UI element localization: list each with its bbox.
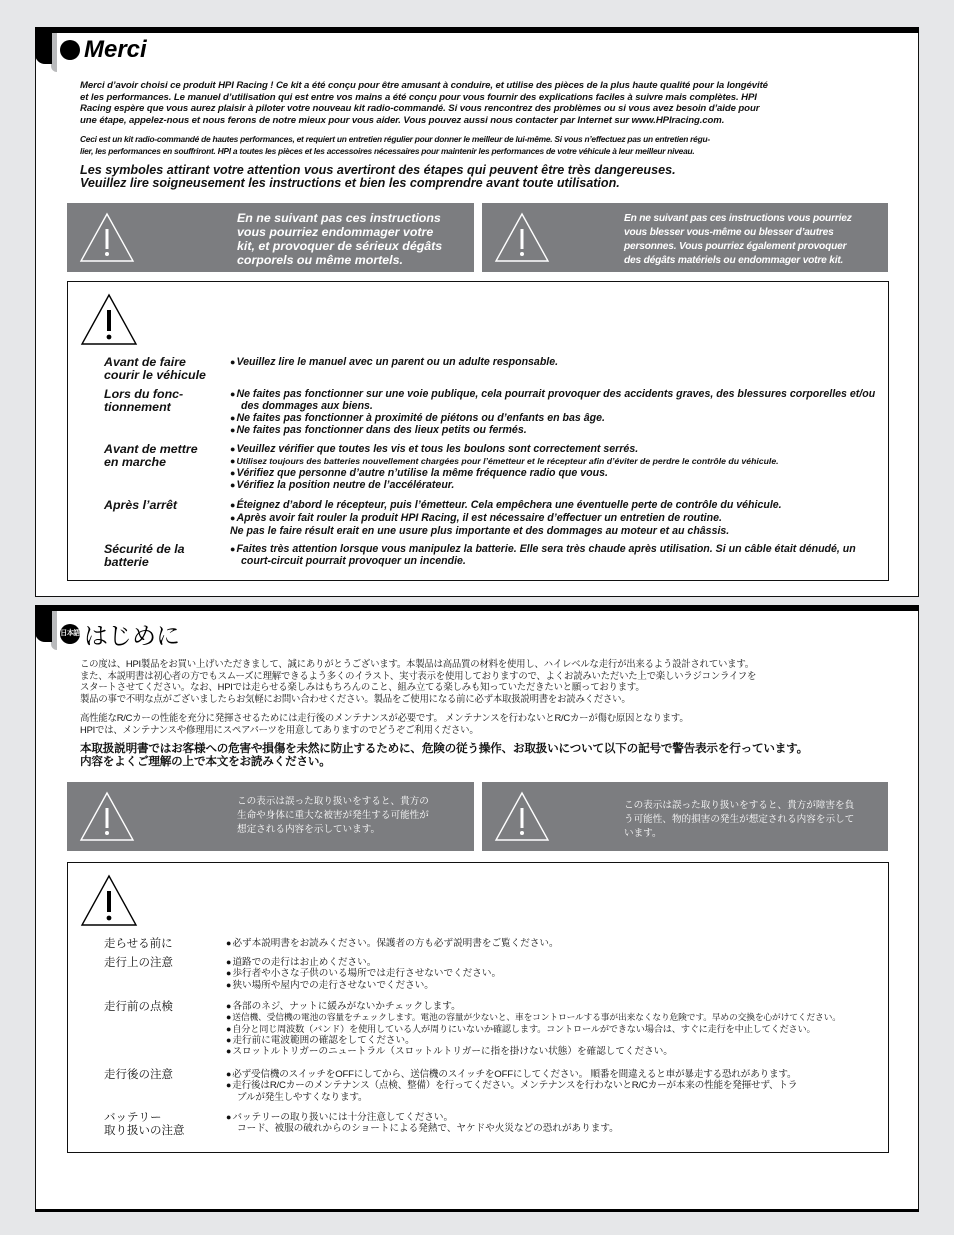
section-tab bbox=[35, 27, 52, 64]
panel-top-bar bbox=[35, 27, 919, 33]
warning-text bbox=[237, 795, 429, 837]
rule-item: ● スロットルトリガーのニュートラル（スロットルトリガーに指を掛けない状態）を確認してください。 bbox=[226, 1046, 878, 1057]
text-line: 製品の事で不明な点がございましたらお気軽にお問い合わせください。製品をご使用になる前に必ず本取扱説明書をお読みください。 bbox=[80, 692, 631, 704]
rule-row bbox=[104, 388, 878, 436]
warning-text bbox=[624, 212, 852, 268]
rule-item: ● Utilisez toujours des batteries nouvellement chargées pour l’émetteur et le récepteur afin d’éviter de perdre le contrôle du véhicule. bbox=[230, 455, 878, 467]
text-line: vous blesser vous-même ou blesser d’autres bbox=[624, 227, 834, 238]
rule-item: ● 必ず本説明書をお読みください。保護者の方も必ず説明書をご覧ください。 bbox=[226, 938, 878, 949]
panel-bottom-bar bbox=[35, 1209, 919, 1212]
rule-item: ● 歩行者や小さな子供のいる場所では走行させないでください。 bbox=[226, 968, 878, 979]
text-line: HPIでは、メンテナンスや修理用にスペアパーツを用意してありますのでどうぞご利用ください。 bbox=[80, 723, 479, 735]
rule-item: ● Éteignez d’abord le récepteur, puis l’émetteur. Cela empêchera une éventuelle perte de contrôle du véhicule. bbox=[230, 499, 878, 512]
rule-item: ● 走行前に電波範囲の確認をしてください。 bbox=[226, 1035, 878, 1046]
rule-row bbox=[104, 938, 878, 951]
rule-item: コード、被服の破れからのショートによる発熱で、ヤケドや火災などの恐れがあります。 bbox=[237, 1123, 619, 1135]
section-heading bbox=[60, 616, 180, 651]
text-line: この度は、HPI製品をお買い上げいただきまして、誠にありがとうございます。本製品は高品質の材料を使用し、ハイレベルな走行が出来るよう設計されています。 bbox=[80, 658, 754, 669]
text-line: et les performances. Le manuel d’utilisation qui est entre vos mains a été conçu pour vous fournir des explications faciles à suivre mais complètes. HPI bbox=[80, 91, 757, 103]
text-line: う可能性、物的損害の発生が想定される内容を示して bbox=[624, 814, 855, 825]
rule-item: ● Ne faites pas fonctionner sur une voie publique, cela pourrait provoquer des accidents graves, des blessures corporelles et/ou des dommages aux biens. bbox=[230, 388, 878, 412]
warning-box-caution bbox=[482, 782, 888, 851]
text-line: 想定される内容を示しています。 bbox=[237, 824, 381, 835]
safety-rules-box bbox=[67, 862, 889, 1153]
text-line: corporels ou même mortels. bbox=[237, 253, 403, 267]
heading-text: Merci bbox=[84, 36, 147, 63]
warning-triangle-icon bbox=[494, 211, 550, 263]
safety-rules-box bbox=[67, 281, 889, 581]
rule-item: ● Faites très attention lorsque vous manipulez la batterie. Elle sera très chaude après utilisation. Si un câble était dénudé, un court-circuit pourrait provoquer un incendie. bbox=[230, 543, 878, 567]
warning-text bbox=[237, 211, 442, 267]
rule-item: ● Après avoir fait rouler la produit HPI Racing, il est nécessaire d’effectuer un entretien de routine. bbox=[230, 512, 878, 525]
rule-label: 走らせる前に bbox=[104, 938, 173, 950]
text-line: En ne suivant pas ces instructions vous pourriez bbox=[624, 213, 852, 224]
text-line: Ceci est un kit radio-commandé de hautes performances, et requiert un entretien régulier pour donner le meilleur de lui-même. Si vous n’effectuez pas un entretien régu- bbox=[80, 134, 710, 144]
rule-row bbox=[104, 499, 878, 537]
warning-box-danger bbox=[67, 782, 474, 851]
text-line: kit, et provoquer de sérieux dégâts bbox=[237, 239, 443, 253]
warning-box-caution bbox=[482, 203, 888, 272]
text-line: います。 bbox=[624, 828, 662, 839]
rule-label: Lors du fonc- tionnement bbox=[104, 387, 184, 414]
text-line: Veuillez lire soigneusement les instructions et bien les comprendre avant toute utilisation. bbox=[80, 176, 620, 190]
rule-row bbox=[104, 543, 878, 568]
maintenance-paragraph bbox=[80, 712, 888, 735]
rule-item: ● Ne faites pas fonctionner dans des lieux petits ou fermés. bbox=[230, 424, 878, 436]
bullet-dot-icon bbox=[60, 40, 80, 60]
text-line: Merci d’avoir choisi ce produit HPI Racing ! Ce kit a été conçu pour être amusant à conduire, et utilise des pièces de la plus haute qualité pour la longévité bbox=[80, 80, 768, 91]
rule-row bbox=[104, 1112, 878, 1138]
warning-triangle-icon bbox=[494, 790, 550, 842]
rule-row bbox=[104, 1001, 878, 1057]
text-line: スタートさせてください。なお、HPIでは走らせる楽しみはもちろんのこと、組み立てる楽しみも知っていただきたいと願っております。 bbox=[80, 681, 645, 692]
text-line: この表示は誤った取り扱いをすると、貴方が障害を負 bbox=[624, 800, 855, 811]
rule-item: ● 必ず受信機のスイッチをOFFにしてから、送信機のスイッチをOFFにしてください。 順番を間違えると車が暴走する恐れがあります。 bbox=[226, 1069, 858, 1080]
rule-label: 走行前の点検 bbox=[104, 1001, 173, 1013]
rule-label: Avant de mettre en marche bbox=[104, 442, 198, 469]
rule-row bbox=[104, 957, 878, 991]
rule-item: Ne pas le faire résult erait en une usure plus importante et des dommages au moteur et au châssis. bbox=[230, 525, 730, 537]
rule-label: Avant de faire courir le véhicule bbox=[104, 355, 206, 382]
text-line: personnes. Vous pourriez également provoquer bbox=[624, 241, 847, 252]
rule-label: バッテリー 取り扱いの注意 bbox=[104, 1112, 185, 1137]
intro-paragraph bbox=[80, 658, 888, 704]
warning-triangle-icon bbox=[79, 790, 135, 842]
intro-paragraph bbox=[80, 80, 888, 126]
section-heading bbox=[60, 36, 147, 64]
japanese-language-badge-icon: 日本語 bbox=[60, 624, 80, 644]
rule-item: ● 各部のネジ、ナットに緩みがないかチェックします。 bbox=[226, 1001, 878, 1012]
text-line: 高性能なR/Cカーの性能を充分に発揮させるためには走行後のメンテナンスが必要です。 メンテナンスを行わないとR/Cカーが傷む原因となります。 bbox=[80, 712, 689, 723]
text-line: des dégâts matériels ou endommager votre kit. bbox=[624, 255, 844, 266]
text-line: この表示は誤った取り扱いをすると、貴方の bbox=[237, 796, 429, 807]
symbols-notice bbox=[80, 164, 888, 190]
rule-row bbox=[104, 443, 878, 491]
rule-label: Sécurité de la batterie bbox=[104, 542, 185, 569]
text-line: Racing espère que vous aurez plaisir à piloter votre nouveau kit radio-commandé. Si vous rencontrez des problèmes ou si vous avez besoin d’aide pour bbox=[80, 103, 760, 114]
text-line: 生命や身体に重大な被害が発生する可能性が bbox=[237, 810, 429, 821]
rule-label: 走行後の注意 bbox=[104, 1069, 173, 1081]
text-line: また、本説明書は初心者の方でもスムーズに理解できるよう多くのイラスト、実寸表示を使用しておりますので、よくお読みいただいた上で楽しいラジコンライフを bbox=[80, 669, 757, 681]
rule-item: ● 道路での走行はお止めください。 bbox=[226, 957, 878, 968]
rule-item: ● Ne faites pas fonctionner à proximité de piétons ou d’enfants en bas âge. bbox=[230, 412, 878, 424]
japanese-section bbox=[35, 605, 919, 1210]
text-line: lier, les performances en souffriront. HPI a toutes les pièces et les accessoires nécessaires pour maintenir les performances de votre véhicule à leur meilleur niveau. bbox=[80, 145, 695, 156]
warning-triangle-icon bbox=[80, 292, 138, 346]
text-line: Les symboles attirant votre attention vous avertiront des étapes qui peuvent être très dangereuses. bbox=[80, 163, 676, 177]
panel-top-bar bbox=[35, 605, 919, 611]
rule-item: ● 狭い場所や屋内での走行させないでください。 bbox=[226, 980, 878, 991]
rule-item: ● Veuillez lire le manuel avec un parent ou un adulte responsable. bbox=[230, 356, 878, 368]
text-line: une étape, appelez-nous et nous ferons de notre mieux pour vous aider. Vous pouvez aussi nous contacter par Internet sur www.HPIracing.com. bbox=[80, 114, 725, 126]
heading-text: はじめに bbox=[84, 623, 180, 650]
text-line: 本取扱説明書ではお客様への危害や損傷を未然に防止するために、危険の従う操作、お取扱いについて以下の記号で警告表示を行っています。 bbox=[80, 742, 809, 755]
rule-item: ● 自分と同じ周波数（バンド）を使用している人が周りにいないか確認します。コントロールができない場合は、すぐに走行を中止してください。 bbox=[226, 1024, 878, 1035]
rule-label: 走行上の注意 bbox=[104, 957, 173, 969]
rule-label: Après l’arrêt bbox=[104, 498, 178, 512]
text-line: En ne suivant pas ces instructions bbox=[237, 211, 441, 225]
text-line: 内容をよくご理解の上で本文をお読みください。 bbox=[80, 755, 331, 768]
rule-item: ● 送信機、受信機の電池の容量をチェックします。電池の容量が少ないと、車をコントロールする事が出来なくなり危険です。早めの交換を心がけてください。 bbox=[226, 1012, 878, 1023]
rule-item: ● Veuillez vérifier que toutes les vis et tous les boulons sont correctement serrés. bbox=[230, 443, 878, 455]
rule-row bbox=[104, 356, 878, 381]
rule-item: ● 走行後はR/Cカーのメンテナンス（点検、整備）を行ってください。メンテナンスを行わないとR/Cカーが本来の性能を発揮せず、トラブルが発生しやすくなります。 bbox=[226, 1080, 858, 1103]
rule-item: ● Vérifiez la position neutre de l’accélérateur. bbox=[230, 479, 878, 491]
rule-item: ● バッテリーの取り扱いには十分注意してください。 bbox=[226, 1112, 878, 1123]
warning-text bbox=[624, 799, 854, 841]
warning-box-danger bbox=[67, 203, 474, 272]
section-tab bbox=[35, 605, 52, 642]
rule-row bbox=[104, 1069, 878, 1103]
rule-item: ● Vérifiez que personne d’autre n’utilise la même fréquence radio que vous. bbox=[230, 467, 878, 479]
maintenance-paragraph bbox=[80, 134, 888, 157]
text-line: vous pourriez endommager votre bbox=[237, 225, 434, 239]
warning-triangle-icon bbox=[80, 873, 138, 927]
symbols-notice bbox=[80, 742, 888, 768]
warning-triangle-icon bbox=[79, 211, 135, 263]
french-section bbox=[35, 27, 919, 597]
